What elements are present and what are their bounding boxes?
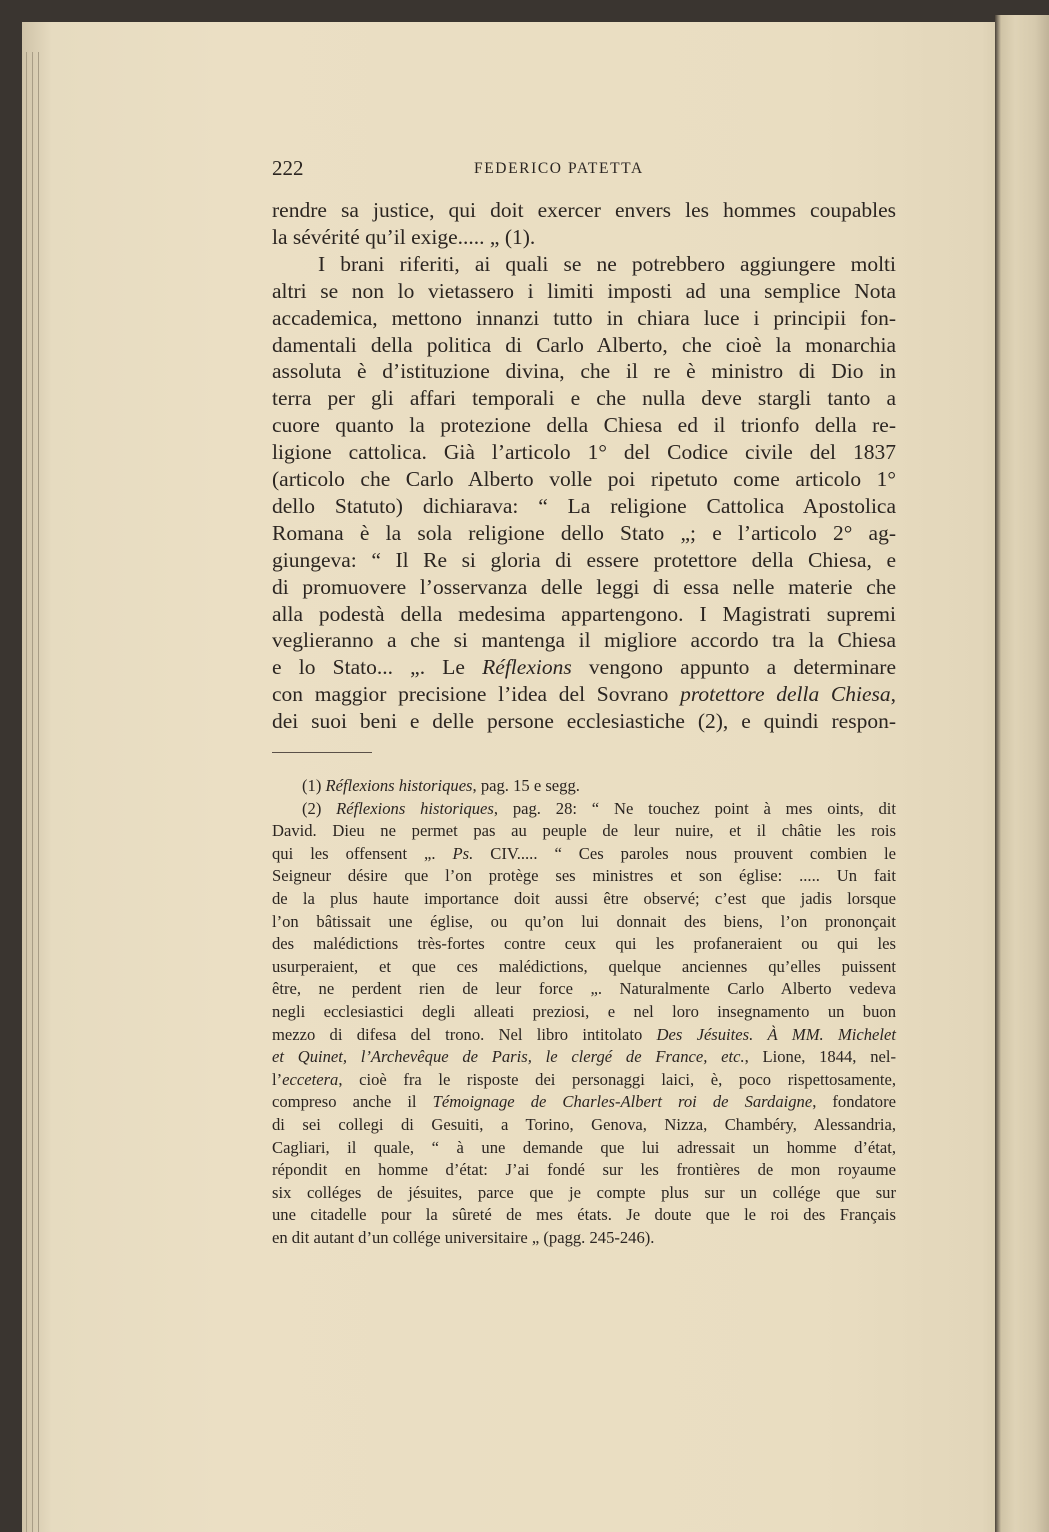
footnote-line: [272, 1069, 896, 1091]
text-line: [272, 466, 896, 492]
text-segment: veglieranno a che si mantenga il migliore accordo tra la Chiesa: [272, 628, 896, 653]
footnote-line: [302, 775, 896, 797]
page-edge: [995, 15, 1049, 1532]
text-segment: vengono appunto a determinare: [571, 655, 897, 680]
text-segment: la sévérité qu’il exige..... „ (1).: [272, 224, 536, 249]
gutter-line: [38, 52, 39, 1532]
text-segment: être, ne perdent rien de leur force „. Naturalmente Carlo Alberto vedeva: [272, 979, 896, 999]
footnote-line: [272, 820, 896, 842]
text-line: [272, 493, 896, 519]
text-segment: di sei collegi di Gesuiti, a Torino, Genova, Nizza, Chambéry, Alessandria,: [272, 1115, 896, 1134]
text-line: [272, 654, 896, 680]
footnote-line: [272, 888, 896, 910]
text-segment: qui les offensent „.: [272, 843, 453, 863]
text-segment: l’: [272, 1069, 283, 1089]
italic-text: Des Jésuites. À MM. Michelet: [656, 1024, 896, 1044]
text-segment: mezzo di difesa del trono. Nel libro intitolato: [272, 1024, 657, 1044]
italic-text: et Quinet, l’Archevêque de Paris, le clergé de France, etc.: [272, 1047, 745, 1067]
text-segment: dei suoi beni e delle persone ecclesiastiche (2), e quindi respon-: [272, 709, 896, 734]
text-segment: l’on bâtissait une église, ou qu’on lui donnait des biens, l’on prononçait: [272, 911, 896, 931]
footnote-line: [272, 1114, 896, 1136]
gutter-line: [26, 52, 27, 1532]
text-segment: , Lione, 1844, nel-: [744, 1047, 896, 1067]
text-segment: Romana è la sola religione dello Stato „; e l’articolo 2° ag-: [272, 520, 896, 545]
text-segment: assoluta è d’istituzione divina, che il re è ministro di Dio in: [272, 359, 896, 384]
text-segment: , pag. 15 e segg.: [472, 776, 580, 795]
text-line: [272, 305, 896, 331]
footnote-rule: [272, 752, 372, 753]
italic-text: eccetera: [282, 1069, 339, 1089]
text-segment: répondit en homme d’état: J’ai fondé sur les frontières de mon royaume: [272, 1160, 896, 1180]
text-segment: (articolo che Carlo Alberto volle poi ripetuto come articolo 1°: [272, 467, 896, 491]
text-segment: e lo Stato... „. Le: [272, 655, 483, 680]
footnote-line: [272, 1137, 896, 1159]
footnote-line: [302, 798, 896, 820]
text-line: [272, 332, 896, 358]
text-segment: , pag. 28: “ Ne touchez point à mes oints, dit: [493, 798, 896, 818]
text-segment: David. Dieu ne permet pas au peuple de leur nuire, et il châtie les rois: [272, 821, 896, 841]
text-segment: damentali della politica di Carlo Alberto, che cioè la monarchia: [272, 332, 896, 357]
page-number: 222: [272, 156, 304, 180]
text-segment: en dit autant d’un collége universitaire „ (pagg. 245-246).: [272, 1228, 655, 1247]
text-line: [272, 224, 896, 250]
text-line: [272, 627, 896, 653]
footnote-line: [272, 933, 896, 955]
text-segment: compreso anche il: [272, 1092, 433, 1112]
text-segment: , fondatore: [812, 1092, 896, 1112]
text-segment: cuore quanto la protezione della Chiesa ed il trionfo della re-: [272, 413, 896, 438]
footnote-line: [272, 1159, 896, 1181]
italic-text: Réflexions historiques: [336, 798, 494, 818]
footnote-line: [272, 1046, 896, 1068]
running-head: FEDERICO PATETTA: [474, 160, 644, 177]
italic-text: Réflexions: [482, 655, 572, 680]
text-line: [318, 251, 896, 277]
text-segment: ligione cattolica. Già l’articolo 1° del Codice civile del 1837: [272, 440, 896, 465]
footnote-line: [272, 843, 896, 865]
text-segment: de la plus haute importance doit aussi être observé; c’est que jadis lorsque: [272, 889, 896, 908]
text-segment: six colléges de jésuites, parce que je compte plus sur un collége que sur: [272, 1182, 896, 1202]
italic-text: Témoignage de Charles-Albert roi de Sardaigne: [432, 1092, 813, 1112]
text-segment: dello Statuto) dichiarava: “ La religione Cattolica Apostolica: [272, 493, 896, 518]
italic-text: Réflexions historiques: [325, 776, 473, 795]
text-segment: altri se non lo vietassero i limiti imposti ad una semplice Nota: [272, 278, 896, 303]
italic-text: Ps.: [452, 843, 474, 863]
text-line: [272, 197, 896, 223]
footnote-line: [272, 1204, 896, 1226]
text-segment: (2): [302, 798, 337, 818]
text-segment: usurperaient, et que ces malédictions, quelque anciennes qu’elles puissent: [272, 956, 896, 976]
text-segment: di promuovere l’osservanza delle leggi di essa nelle materie che: [272, 574, 896, 599]
text-line: [272, 439, 896, 465]
text-segment: accademica, mettono innanzi tutto in chiara luce i principii fon-: [272, 305, 896, 330]
text-segment: ,: [890, 682, 896, 707]
text-segment: , cioè fra le risposte dei personaggi laici, è, poco rispettosamente,: [338, 1069, 896, 1089]
text-segment: (1): [302, 776, 326, 795]
text-line: [272, 520, 896, 546]
footnote-line: [272, 1024, 896, 1046]
text-segment: I brani riferiti, ai quali se ne potrebbero aggiungere molti: [318, 251, 896, 276]
gutter-line: [32, 52, 33, 1532]
text-line: [272, 412, 896, 438]
text-segment: une citadelle pour la sûreté de mes états. Je doute que le roi des Français: [272, 1205, 896, 1225]
footnote-line: [272, 956, 896, 978]
text-line: [272, 385, 896, 411]
text-line: [272, 278, 896, 304]
text-line: [272, 708, 896, 734]
footnote-line: [272, 978, 896, 1000]
italic-text: protettore della Chiesa: [680, 682, 891, 707]
footnote-line: [272, 1227, 896, 1249]
text-segment: Seigneur désire que l’on protège ses ministres et son église: ..... Un fait: [272, 866, 896, 886]
text-line: [272, 547, 896, 573]
text-segment: giungeva: “ Il Re si gloria di essere protettore della Chiesa, e: [272, 547, 896, 572]
text-segment: Cagliari, il quale, “ à une demande que lui adressait un homme d’état,: [272, 1137, 896, 1157]
footnote-line: [272, 865, 896, 887]
footnote-line: [272, 1001, 896, 1023]
text-segment: con maggior precisione l’idea del Sovrano: [272, 682, 681, 707]
text-line: [272, 681, 896, 707]
text-segment: rendre sa justice, qui doit exercer envers les hommes coupables: [272, 198, 896, 222]
footnote-line: [272, 1091, 896, 1113]
text-segment: alla podestà della medesima appartengono. I Magistrati supremi: [272, 601, 896, 626]
text-line: [272, 358, 896, 384]
text-segment: negli ecclesiastici degli alleati preziosi, e nel loro insegnamento un buon: [272, 1002, 896, 1021]
text-segment: terra per gli affari temporali e che nulla deve stargli tanto a: [272, 386, 896, 411]
text-segment: CIV..... “ Ces paroles nous prouvent combien le: [473, 843, 896, 863]
text-segment: des malédictions très-fortes contre ceux qui les profaneraient ou qui les: [272, 934, 896, 954]
footnote-line: [272, 1182, 896, 1204]
text-line: [272, 601, 896, 627]
footnote-line: [272, 911, 896, 933]
text-line: [272, 574, 896, 600]
